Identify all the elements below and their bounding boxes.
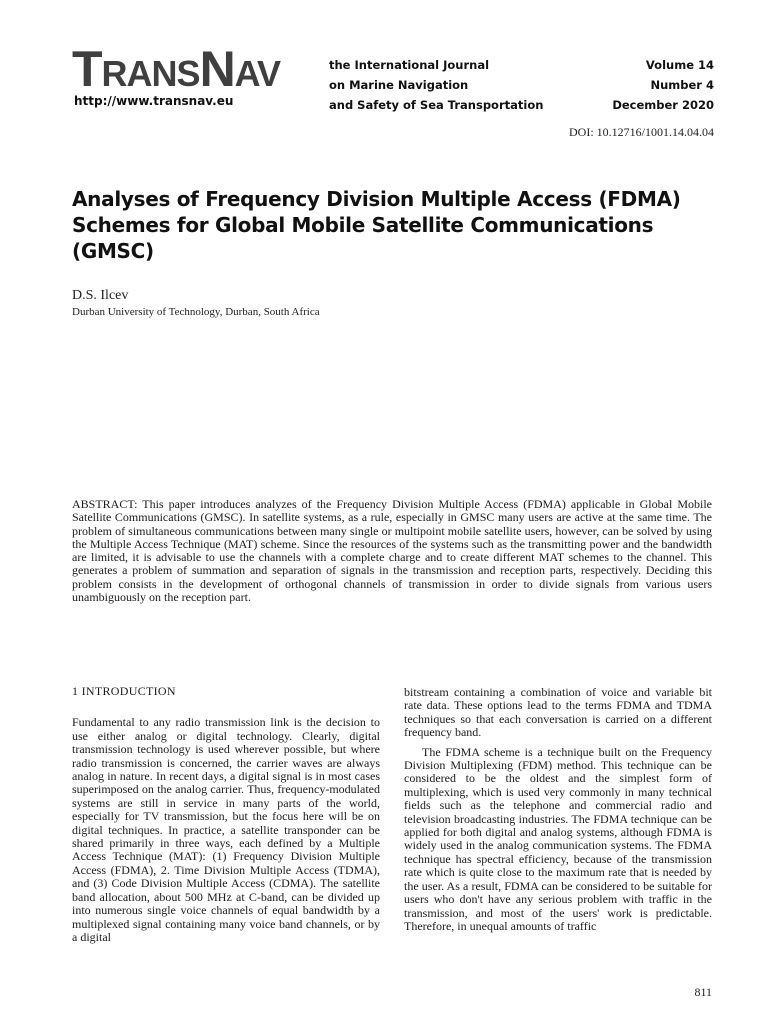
section-heading: 1 INTRODUCTION [72, 684, 176, 698]
issue-number: Number 4 [650, 78, 714, 92]
issue-info [612, 55, 714, 115]
abstract: ABSTRACT: This paper introduces analyzes of the Frequency Division Multiple Access (FDMA) applicable in Global Mobile Satellite Communications (GMSC). In satellite systems, as a rule, especially in GMSC many users are active at the same time. The problem of simultaneous communications between many single or multipoint mobile satellite users, however, can be solved by using the Multiple Access Technique (MAT) scheme. Since the resources of the systems such as the transmitting power and the bandwidth are limited, it is advisable to use the channels with a complete charge and to create different MAT schemes to the channel. This generates a problem of summation and separation of signals in the transmission and reception parts, respectively. Deciding this problem consists in the development of orthogonal channels of transmission in order to divide signals from various users unambiguously on the reception part. [72, 497, 712, 605]
volume: Volume 14 [645, 58, 714, 72]
body-paragraph: The FDMA scheme is a technique built on the Frequency Division Multiplexing (FDM) method. This technique can be considered to be the oldest and the simplest form of multiplexing, which is used very commonly in many technical fields such as the telephone and commercial radio and television broadcasting industries. The FDMA technique can be applied for both digital and analog systems, although FDMA is widely used in the analog communication systems. The FDMA technique has spectral efficiency, because of the transmission rate which is quite close to the maximum rate that is needed by the user. As a result, FDMA can be considered to be suitable for users who don't have any serious problem with traffic in the transmission, and most of the users' work is predictable. Therefore, in unequal amounts of traffic [404, 744, 712, 933]
journal-name-line: and Safety of Sea Transportation [329, 98, 544, 112]
transnav-logo: TRANSNAV [72, 41, 281, 97]
journal-name [329, 55, 543, 115]
journal-name-line: the International Journal [329, 58, 490, 72]
journal-name-line: on Marine Navigation [329, 78, 469, 92]
issue-date: December 2020 [612, 98, 714, 112]
doi: DOI: 10.12716/1001.14.04.04 [569, 125, 714, 139]
left-column [72, 685, 380, 944]
article-title: Analyses of Frequency Division Multiple Access (FDMA) Schemes for Global Mobile Satellite Communications (GMSC) [72, 187, 681, 263]
body-paragraph: bitstream containing a combination of voice and variable bit rate data. These options lead to the terms FDMA and TDMA techniques so that each conversation is carried on a different frequency band. [404, 685, 712, 740]
author-name: D.S. Ilcev [72, 288, 129, 303]
body-paragraph: Fundamental to any radio transmission link is the decision to use either analog or digital technology. Clearly, digital transmission technology is used wherever possible, but where radio transmission is concerned, the carrier waves are always analog in nature. In recent days, a digital signal is in most cases superimposed on the analog carrier. Thus, frequency-modulated systems are still in service in many parts of the world, especially for TV transmission, but the focus here will be on digital techniques. In practice, a satellite transponder can be shared primarily in three ways, each defined by a Multiple Access Technique (MAT): (1) Frequency Division Multiple Access (FDMA), 2. Time Division Multiple Access (TDMA), and (3) Code Division Multiple Access (CDMA). The satellite band allocation, about 500 MHz at C-band, can be divided up into numerous single voice channels of equal bandwidth by a multiplexed signal containing many voice band channels, or by a digital [72, 715, 380, 944]
right-column [404, 686, 712, 933]
journal-url[interactable]: http://www.transnav.eu [74, 94, 234, 108]
author-affiliation: Durban University of Technology, Durban, South Africa [72, 306, 320, 318]
page-number: 811 [694, 985, 712, 999]
